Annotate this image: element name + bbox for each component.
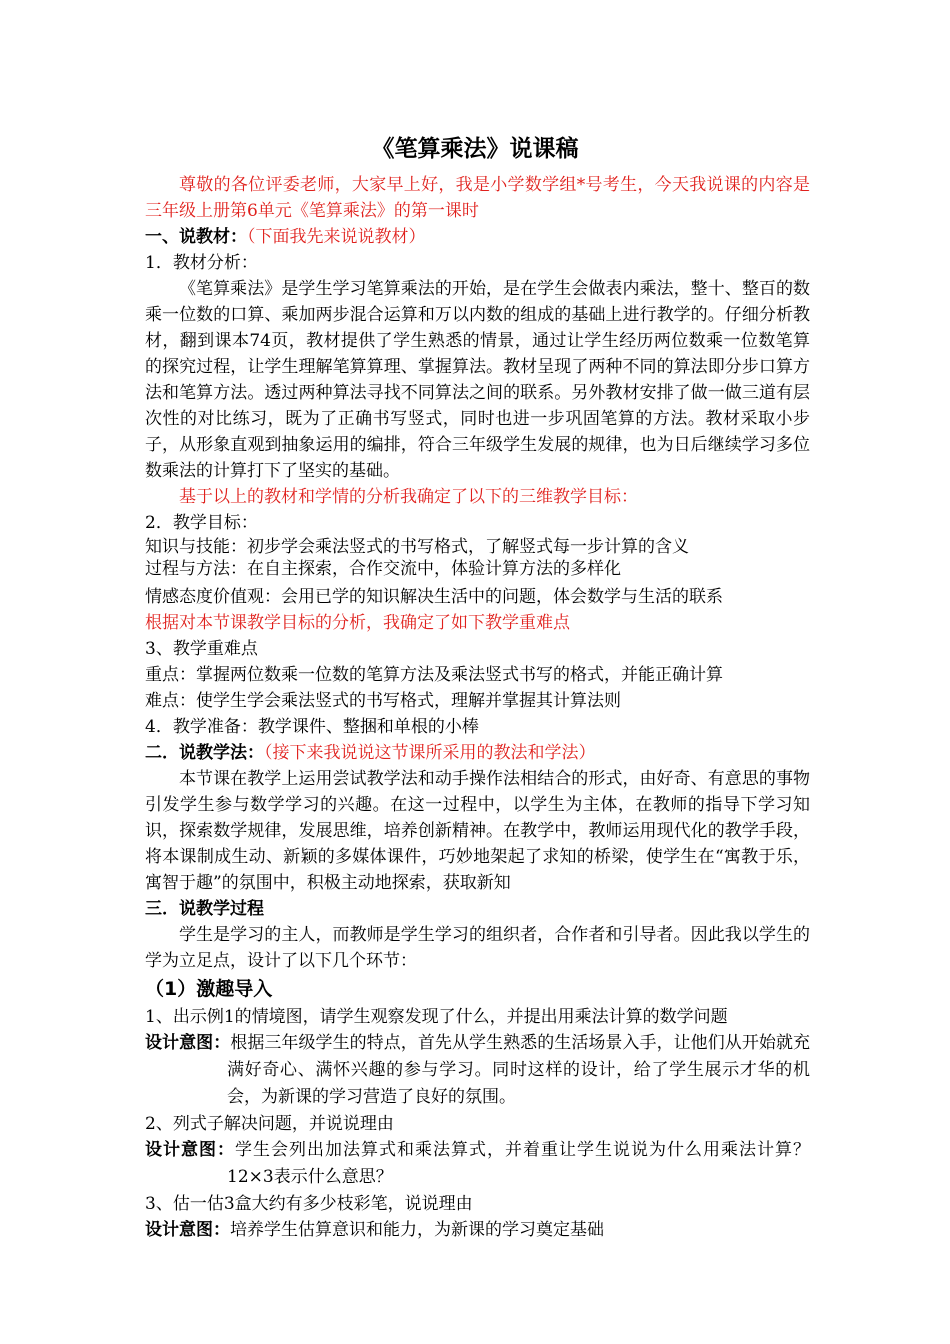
part1-heading: （1）激趣导入 (145, 978, 273, 1000)
design-intent-1 (145, 1030, 810, 1111)
key-point: 重点：掌握两位数乘一位数的笔算方法及乘法竖式书写的格式，并能正确计算 (145, 665, 723, 685)
section3-heading: 三．说教学过程 (145, 899, 264, 919)
design-intent-label: 设计意图： (145, 1033, 231, 1053)
goal-knowledge: 知识与技能：初步学会乘法竖式的书写格式，了解竖式每一步计算的含义 (145, 537, 689, 557)
step2: 2、列式子解决问题，并说说理由 (145, 1114, 394, 1134)
design-intent-3 (145, 1217, 810, 1244)
method-paragraph: 本节课在教学上运用尝试教学法和动手操作法相结合的形式，由好奇、有意思的事物引发学生参与数学学习的兴趣。在这一过程中，以学生为主体，在教师的指导下学习知识，探索数学规律，发展思维，培养创新精神。在教学中，教师运用现代化的教学手段，将本课制成生动、新颖的多媒体课件，巧妙地架起了求知的桥梁，使学生在“寓教于乐，寓智于趣”的氛围中，积极主动地探索，获取新知 (145, 769, 810, 893)
design-intent-text: 培养学生估算意识和能力，为新课的学习奠定基础 (230, 1220, 604, 1240)
section1-note: （下面我先来说说教材） (247, 227, 426, 247)
section2-note: （接下来我说说这节课所采用的教法和学法） (264, 743, 596, 763)
section1-heading: 一、说教材： (145, 227, 247, 247)
goal-attitude: 情感态度价值观：会用已学的知识解决生活中的问题，体会数学与生活的联系 (145, 587, 723, 607)
design-intent-text: 学生会列出加法算式和乘法算式，并着重让学生说说为什么用乘法计算？12×3表示什么意思？ (227, 1140, 810, 1187)
analysis-paragraph: 《笔算乘法》是学生学习笔算乘法的开始，是在学生会做表内乘法，整十、整百的数乘一位数的口算、乘加两步混合运算和万以内数的组成的基础上进行教学的。仔细分析教材，翻到课本74页，教材提供了学生熟悉的情景，通过让学生经历两位数乘一位数笔算的探究过程，让学生理解笔算算理、掌握算法。教材呈现了两种不同的算法即分步口算方法和笔算方法。透过两种算法寻找不同算法之间的联系。另外教材安排了做一做三道有层次性的对比练习，既为了正确书写竖式，同时也进一步巩固笔算的方法。教材采取小步子，从形象直观到抽象运用的编排，符合三年级学生发展的规律，也为日后继续学习多位数乘法的计算打下了坚实的基础。 (145, 279, 810, 481)
process-paragraph: 学生是学习的主人，而教师是学生学习的组织者，合作者和引导者。因此我以学生的学为立足点，设计了以下几个环节： (145, 925, 810, 971)
difficult-point: 难点：使学生学会乘法竖式的书写格式，理解并掌握其计算法则 (145, 691, 621, 711)
step1: 1、出示例1的情境图，请学生观察发现了什么，并提出用乘法计算的数学问题 (145, 1007, 728, 1027)
goals-transition: 基于以上的教材和学情的分析我确定了以下的三维教学目标： (179, 487, 638, 507)
design-intent-text: 根据三年级学生的特点，首先从学生熟悉的生活场景入手，让他们从开始就充满好奇心、满怀兴趣的参与学习。同时这样的设计，给了学生展示才华的机会，为新课的学习营造了良好的氛围。 (227, 1033, 811, 1107)
intro-paragraph: 尊敬的各位评委老师，大家早上好，我是小学数学组*号考生，今天我说课的内容是三年级上册第6单元《笔算乘法》的第一课时 (145, 175, 810, 221)
goals-subheading: 2．教学目标： (145, 513, 258, 533)
step3: 3、估一估3盒大约有多少枝彩笔，说说理由 (145, 1194, 473, 1214)
analysis-subheading: 1．教材分析： (145, 253, 258, 273)
keypoints-subheading: 3、教学重难点 (145, 639, 258, 659)
section2-heading-line (145, 740, 810, 766)
design-intent-2 (145, 1137, 810, 1191)
goal-process: 过程与方法：在自主探索，合作交流中，体验计算方法的多样化 (145, 559, 621, 579)
preparation: 4．教学准备：教学课件、整捆和单根的小棒 (145, 717, 479, 737)
section1-heading-line (145, 224, 810, 250)
keypoints-transition: 根据对本节课教学目标的分析，我确定了如下教学重难点 (145, 613, 570, 633)
document-title: 《笔算乘法》说课稿 (371, 136, 579, 162)
design-intent-label: 设计意图： (145, 1220, 230, 1240)
section2-heading: 二．说教学法： (145, 743, 264, 763)
document-body (145, 172, 810, 1244)
design-intent-label: 设计意图： (145, 1140, 235, 1160)
